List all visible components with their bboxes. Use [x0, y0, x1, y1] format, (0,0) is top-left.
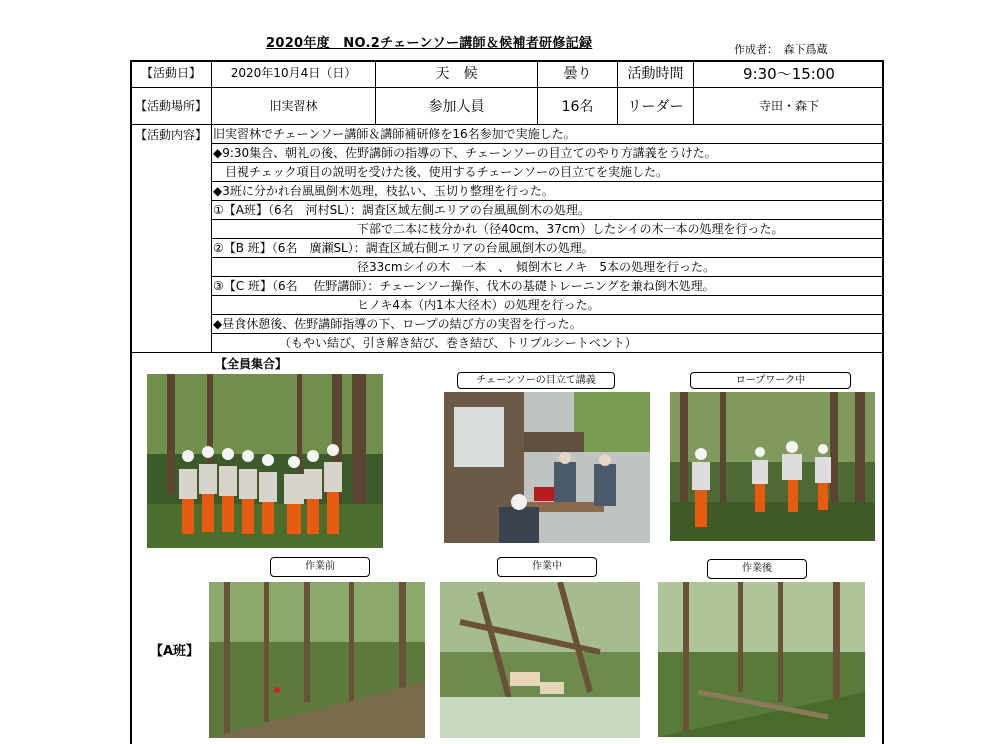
content-line: ◆9:30集合、朝礼の後、佐野講師の指導の下、チェーンソーの目立てのやり方講義をうけた。: [213, 146, 717, 160]
leader-label: リーダー: [627, 99, 684, 115]
place-value: 旧実習林: [269, 99, 318, 113]
content-line: （もやい結び、引き解き結び、巻き結び、トリプルシートベント）: [213, 336, 637, 350]
content-line: ◆3班に分かれ台風風倒木処理，枝払い、玉切り整理を行った。: [213, 184, 554, 198]
time-label: 活動時間: [627, 66, 684, 82]
weather-value: 曇り: [563, 66, 592, 82]
content-line: 旧実習林でチェーンソー講師＆講師補研修を16名参加で実施した。: [213, 127, 576, 141]
date-value: 2020年10月4日（日）: [230, 66, 357, 80]
content-line: ②【B 班】（6名 廣瀬SL）：調査区域右側エリアの台風風倒木の処理。: [213, 241, 594, 255]
caption-rope: ロープワーク中: [690, 372, 851, 389]
place-label: 【活動場所】: [134, 99, 207, 113]
group-photo: [147, 374, 383, 548]
team-a-label: 【A班】: [150, 644, 200, 659]
participants-label: 参加人員: [428, 99, 485, 115]
content-line: 下部で二本に枝分かれ（径40cm、37cm）したシイの木一本の処理を行った。: [213, 222, 784, 236]
caption-after: 作業後: [707, 559, 807, 579]
caption-during: 作業中: [497, 557, 597, 577]
sharpening-photo: [444, 392, 650, 543]
content-label: 【活動内容】: [134, 128, 207, 142]
rope-photo: [670, 392, 875, 541]
content-line: ヒノキ4本（内1本大径木）の処理を行った。: [213, 298, 600, 312]
all-members-label: 【全員集合】: [215, 357, 288, 371]
author-label: 作成者： 森下爲蔵: [734, 43, 828, 56]
during-photo: [440, 582, 640, 738]
content-line: 目視チェック項目の説明を受けた後、使用するチェーンソーの目立てを実施した。: [213, 165, 669, 179]
leader-value: 寺田・森下: [758, 99, 819, 113]
participants-value: 16名: [561, 99, 594, 115]
date-label: 【活動日】: [140, 66, 201, 80]
caption-before: 作業前: [270, 557, 370, 577]
caption-sharpening: チェーンソーの目立て講義: [457, 372, 615, 389]
content-line: ③【C 班】（6名 佐野講師）：チェーンソー操作、伐木の基礎トレーニングを兼ね倒木処理。: [213, 279, 715, 293]
content-line: ◆昼食休憩後、佐野講師指導の下、ロープの結び方の実習を行った。: [213, 317, 582, 331]
document-title: 2020年度 NO.2チェーンソー講師＆候補者研修記録: [266, 36, 593, 51]
content-line: ①【A班】（6名 河村SL）：調査区域左側エリアの台風風倒木の処理。: [213, 203, 590, 217]
after-photo: [658, 582, 865, 737]
content-line: 径33cmシイの木 一本 、 傾倒木ヒノキ 5本の処理を行った。: [213, 260, 715, 274]
before-photo: [209, 582, 425, 738]
weather-label: 天 候: [435, 66, 478, 82]
time-value: 9:30〜15:00: [743, 65, 835, 83]
